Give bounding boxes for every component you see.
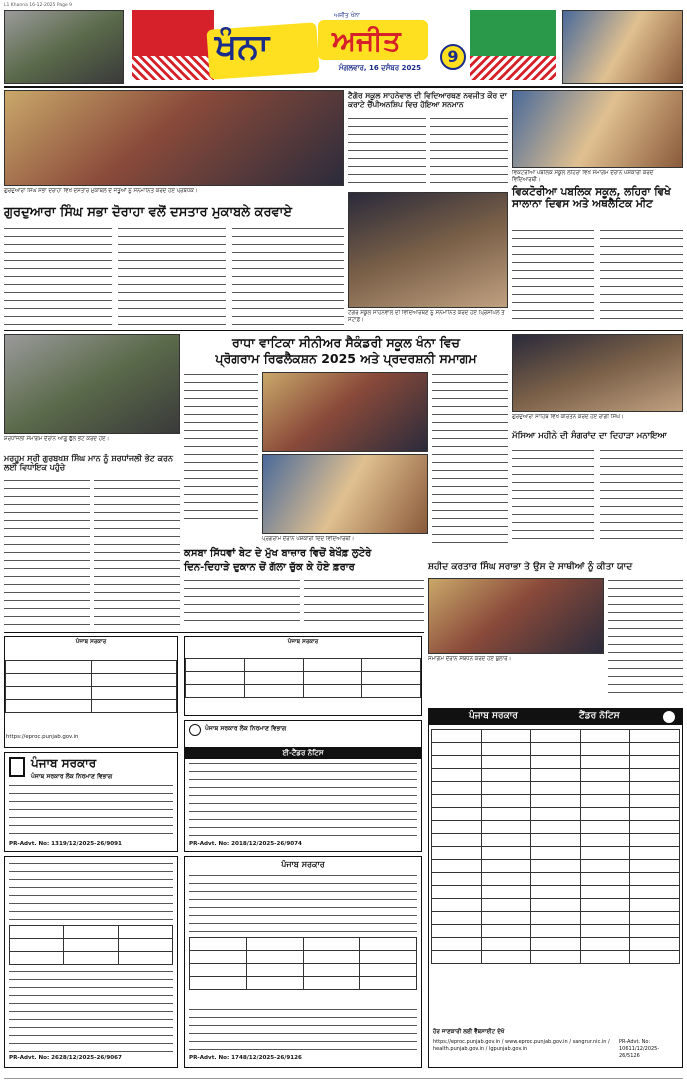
kirtan-body-col2 — [600, 448, 683, 544]
ad1-title: ਪੰਜਾਬ ਸਰਕਾਰ — [75, 639, 107, 645]
ad3-title: ਪੰਜਾਬ ਸਰਕਾਰ — [31, 756, 97, 770]
ad7-emblem-icon — [663, 711, 675, 723]
ad-notice-left-bottom — [4, 856, 178, 1068]
karnail-headline: ਸ਼ਹੀਦ ਕਰਤਾਰ ਸਿੰਘ ਸਰਾਭਾ ਤੇ ਉਸ ਦੇ ਸਾਥੀਆਂ ਨੂੰ ਕੀਤਾ ਯਾਦ — [428, 562, 633, 572]
masthead-rule — [4, 86, 683, 88]
section-rule-1 — [4, 330, 683, 331]
section-rule-2 — [4, 632, 424, 633]
masthead-date: ਮੰਗਲਵਾਰ, 16 ਦਸੰਬਰ 2025 — [338, 64, 422, 72]
masthead-right-photo — [562, 10, 683, 84]
masthead-title-right: ਅਜੀਤ — [332, 24, 401, 57]
ad7-urls: https://eproc.punjab.gov.in / www.eproc.punjab.gov.in / sangrur.nic.in / health.punjab.gov.in / lgpunjab.gov.in — [433, 1039, 610, 1052]
ad-e-tender — [184, 720, 422, 852]
gurdwara-body-col2 — [118, 226, 226, 326]
kirtan-photo — [512, 334, 683, 412]
radha-body-col1 — [184, 372, 258, 522]
ad-govt-notice-2 — [184, 636, 422, 716]
karate-body-col1 — [348, 116, 426, 190]
radha-headline-2: ਪ੍ਰੋਗਰਾਮ ਰਿਫਲੈਕਸ਼ਨ 2025 ਅਤੇ ਪ੍ਰਦਰਸ਼ਨੀ ਸਮਾਗਮ — [215, 351, 477, 366]
kirtan-headline: ਮੱਸਿਆ ਮਹੀਨੇ ਦੀ ਸੰਗਰਾਂਦ ਦਾ ਦਿਹਾੜਾ ਮਨਾਇਆ — [512, 431, 667, 441]
karate-photo — [348, 192, 508, 308]
gurdwara-body-col3 — [232, 226, 344, 326]
ad4-org: ਪੰਜਾਬ ਸਰਕਾਰ ਲੋਕ ਨਿਰਮਾਣ ਵਿਭਾਗ — [205, 725, 287, 732]
gurdwara-headline: ਗੁਰਦੁਆਰਾ ਸਿੰਘ ਸਭਾ ਦੋਰਾਹਾ ਵਲੋਂ ਦਸਤਾਰ ਮੁਕਾਬਲੇ ਕਰਵਾਏ — [4, 205, 293, 220]
victoria-headline: ਵਿਕਟੋਰੀਆ ਪਬਲਿਕ ਸਕੂਲ, ਲਹਿਰਾ ਵਿਖੇ ਸਾਲਾਨਾ ਦਿਵਸ ਅਤੇ ਅਥਲੈਟਿਕ ਮੀਟ — [512, 186, 671, 211]
radha-photo-1 — [262, 372, 428, 452]
wreath-caption: ਸ਼ਰਧਾਂਜਲੀ ਸਮਾਗਮ ਦੌਰਾਨ ਆਗੂ ਫੁੱਲ ਭੇਟ ਕਰਦੇ ਹੋਏ। — [4, 436, 110, 442]
ad7-bottom-note: ਹੋਰ ਜਾਣਕਾਰੀ ਲਈ ਵੈੱਬਸਾਈਟ ਦੇਖੋ — [433, 1029, 505, 1035]
ad-punjab-sarkar-big — [4, 752, 178, 852]
ad4-advt-no: PR-Advt. No: 2018/12/2025-26/9074 — [189, 841, 302, 847]
kirtan-caption: ਗੁਰਦੁਆਰਾ ਸਾਹਿਬ ਵਿਖੇ ਕੀਰਤਨ ਕਰਦੇ ਹੋਏ ਰਾਗੀ ਸਿੰਘ। — [512, 414, 624, 420]
karate-caption: ਟੈਗੋਰ ਸਕੂਲ ਸਾਹਨੇਵਾਲ ਦੀ ਵਿਦਿਆਰਥਣ ਨੂੰ ਸਨਮਾਨਿਤ ਕਰਦੇ ਹੋਏ ਪ੍ਰਿੰਸੀਪਲ ਤੇ ਸਟਾਫ਼। — [348, 310, 505, 323]
victoria-body-col2 — [600, 228, 683, 326]
page-number: 9 — [440, 44, 466, 70]
robbery-headline-1: ਕਸਬਾ ਸਿੱਧਵਾਂ ਬੇਟ ਦੇ ਮੁੱਖ ਬਾਜ਼ਾਰ ਵਿਚੋਂ ਬੇਖੌਫ਼ ਲੁਟੇਰੇ — [184, 548, 372, 559]
karate-body-col2 — [430, 116, 508, 190]
left-mid-headline: ਮਰਹੂਮ ਸ੍ਰੀ ਗੁਰਬਖਸ਼ ਸਿੰਘ ਮਾਨ ਨੂੰ ਸ਼ਰਧਾਂਜਲੀ ਭੇਟ ਕਰਨ ਲਈ ਵਿਧਾਇਕ ਪਹੁੰਚੇ — [4, 454, 173, 473]
karnail-body — [608, 578, 683, 698]
radha-caption: ਪ੍ਰੋਗਰਾਮ ਦੌਰਾਨ ਪੇਸ਼ਕਾਰੀ ਦਿੰਦੇ ਵਿਦਿਆਰਥੀ। — [262, 536, 355, 542]
gurdwara-photo — [4, 90, 344, 186]
ad7-advt-no: PR-Advt. No: 10611/12/2025-26/5126 — [619, 1039, 660, 1059]
radha-headline-1: ਰਾਧਾ ਵਾਟਿਕਾ ਸੀਨੀਅਰ ਸੈਕੰਡਰੀ ਸਕੂਲ ਖੰਨਾ ਵਿਚ — [232, 335, 460, 350]
victoria-body-col1 — [512, 228, 594, 326]
karnail-photo — [428, 578, 604, 654]
gurdwara-body-col1 — [4, 226, 112, 326]
masthead-tagline: ਅਜੀਤ ਖੰਨਾ — [334, 12, 360, 19]
print-slug: L1 Khanna 16-12-2025 Page 9 — [4, 3, 73, 8]
karnail-caption: ਸਮਾਗਮ ਦੌਰਾਨ ਸੰਬੋਧਨ ਕਰਦੇ ਹੋਏ ਬੁਲਾਰੇ। — [428, 656, 512, 662]
ad7-title-right: ਟੈਂਡਰ ਨੋਟਿਸ — [579, 711, 620, 721]
kirtan-body-col1 — [512, 448, 594, 544]
radha-photo-2 — [262, 454, 428, 534]
ad-tender-notice — [428, 708, 683, 1068]
ad6-advt-no: PR-Advt. No: 1748/12/2025-26/9126 — [189, 1055, 302, 1061]
ad1-url: https://eproc.punjab.gov.in — [6, 734, 79, 740]
robbery-body-col1 — [184, 578, 300, 628]
ad7-title-left: ਪੰਜਾਬ ਸਰਕਾਰ — [469, 711, 518, 721]
masthead-left-banner — [132, 10, 214, 80]
radha-body-col2 — [432, 372, 508, 544]
ad4-title: ਈ-ਟੈਂਡਰ ਨੋਟਿਸ — [185, 747, 421, 759]
ad6-title: ਪੰਜਾਬ ਸਰਕਾਰ — [281, 860, 325, 869]
ad3-subtitle: ਪੰਜਾਬ ਸਰਕਾਰ ਲੋਕ ਨਿਰਮਾਣ ਵਿਭਾਗ — [31, 773, 113, 780]
footer-rule — [4, 1078, 683, 1084]
ad4-emblem-icon — [189, 724, 201, 736]
wreath-photo — [4, 334, 180, 434]
punjab-emblem-icon — [9, 757, 25, 777]
masthead-right-banner — [470, 10, 556, 80]
ad2-title: ਪੰਜਾਬ ਸਰਕਾਰ — [287, 639, 319, 645]
left-mid-body-col1 — [4, 478, 90, 628]
masthead-title-left: ਖੰਨਾ — [215, 26, 270, 67]
left-mid-body-col2 — [94, 478, 180, 628]
ad-notice-center-bottom — [184, 856, 422, 1068]
robbery-body-col2 — [304, 578, 424, 628]
robbery-headline-2: ਦਿਨ-ਦਿਹਾੜੇ ਦੁਕਾਨ ਚੋਂ ਗੱਲਾ ਚੁੱਕ ਕੇ ਹੋਏ ਫ਼ਰਾਰ — [184, 562, 355, 573]
ad3-advt-no: PR-Advt. No: 1319/12/2025-26/9091 — [9, 841, 122, 847]
karate-headline: ਟੈਗੋਰ ਸਕੂਲ ਸਾਹਨੇਵਾਲ ਦੀ ਵਿਦਿਆਰਥਣ ਨਵਜੀਤ ਕੌਰ ਦਾ ਕਰਾਟੇ ਚੈਂਪੀਅਨਸ਼ਿਪ ਵਿਚ ਹੋਇਆ ਸਨਮਾਨ — [348, 91, 507, 109]
ad-govt-notice-1 — [4, 636, 178, 748]
gurdwara-photo-caption: ਗੁਰਦੁਆਰਾ ਸਿੰਘ ਸਭਾ ਦੋਰਾਹਾ ਵਿਖੇ ਦਸਤਾਰ ਮੁਕਾਬਲੇ ਦੇ ਜੇਤੂਆਂ ਨੂੰ ਸਨਮਾਨਿਤ ਕਰਦੇ ਹੋਏ ਪ੍ਰਬੰਧਕ। — [4, 188, 198, 194]
victoria-caption: ਵਿਕਟੋਰੀਆ ਪਬਲਿਕ ਸਕੂਲ ਲਹਿਰਾ ਵਿਖੇ ਸਮਾਗਮ ਦੌਰਾਨ ਪੇਸ਼ਕਾਰੀ ਕਰਦੇ ਵਿਦਿਆਰਥੀ। — [512, 170, 654, 183]
ad5-advt-no: PR-Advt. No: 2628/12/2025-26/9067 — [9, 1055, 122, 1061]
masthead-left-photo — [4, 10, 124, 84]
victoria-photo — [512, 90, 683, 168]
